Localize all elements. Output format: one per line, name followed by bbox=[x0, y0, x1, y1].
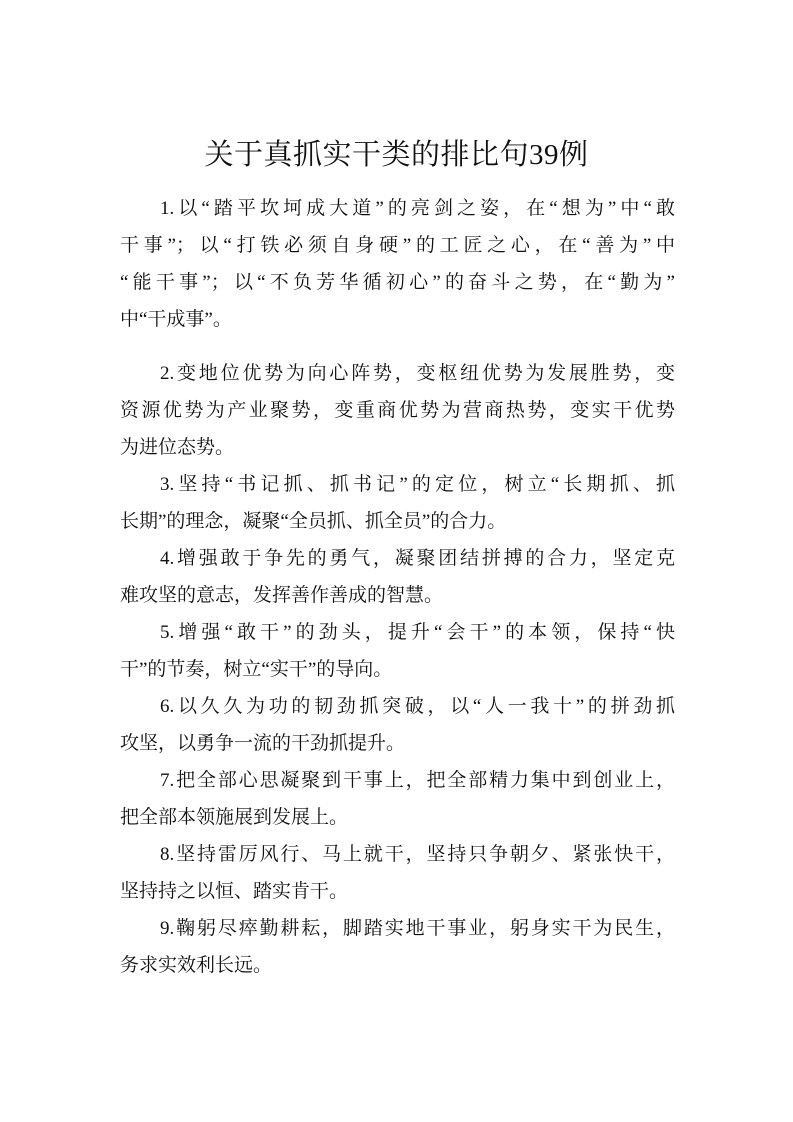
paragraph-line: 务求实效利长远。 bbox=[120, 955, 273, 976]
paragraph-line: 资源优势为产业聚势，变重商优势为营商热势，变实干优势 bbox=[120, 400, 675, 421]
paragraph-line: 长期”的理念，凝聚“全员抓、抓全员”的合力。 bbox=[120, 511, 507, 532]
paragraph-1 bbox=[120, 190, 675, 338]
paragraph-7 bbox=[120, 762, 675, 836]
paragraph-line: “能干事”；以“不负芳华循初心”的奋斗之势，在“勤为” bbox=[120, 272, 675, 293]
paragraph-line: 干事”；以“打铁必须自身硬”的工匠之心，在“善为”中 bbox=[120, 235, 675, 256]
paragraph-line: 3.坚持“书记抓、抓书记”的定位，树立“长期抓、抓 bbox=[160, 474, 675, 495]
paragraph-line: 9.鞠躬尽瘁勤耕耘，脚踏实地干事业，躬身实干为民生， bbox=[160, 918, 675, 939]
paragraph-line: 中“干成事”。 bbox=[120, 309, 232, 330]
paragraph-9 bbox=[120, 910, 675, 984]
paragraph-line: 4.增强敢于争先的勇气，凝聚团结拼搏的合力，坚定克 bbox=[160, 548, 675, 569]
paragraph-line: 攻坚，以勇争一流的干劲抓提升。 bbox=[120, 733, 406, 754]
paragraph-2 bbox=[120, 355, 675, 466]
paragraph-line: 5.增强“敢干”的劲头，提升“会干”的本领，保持“快 bbox=[160, 622, 675, 643]
paragraph-4 bbox=[120, 540, 675, 614]
paragraph-line: 难攻坚的意志，发挥善作善成的智慧。 bbox=[120, 585, 444, 606]
paragraph-line: 为进位态势。 bbox=[120, 437, 235, 458]
paragraph-line: 8.坚持雷厉风行、马上就干，坚持只争朝夕、紧张快干， bbox=[160, 844, 675, 865]
paragraph-5 bbox=[120, 614, 675, 688]
paragraph-8 bbox=[120, 836, 675, 910]
paragraph-line: 2.变地位优势为向心阵势，变枢纽优势为发展胜势，变 bbox=[160, 363, 675, 384]
paragraph-line: 6.以久久为功的韧劲抓突破，以“人一我十”的拼劲抓 bbox=[160, 696, 675, 717]
paragraph-line: 1.以“踏平坎坷成大道”的亮剑之姿，在“想为”中“敢 bbox=[160, 198, 675, 219]
paragraph-line: 干”的节奏，树立“实干”的导向。 bbox=[120, 659, 393, 680]
paragraph-3 bbox=[120, 466, 675, 540]
paragraph-line: 7.把全部心思凝聚到干事上，把全部精力集中到创业上， bbox=[160, 770, 675, 791]
document-title: 关于真抓实干类的排比句39例 bbox=[204, 139, 589, 171]
document-body bbox=[120, 190, 675, 984]
paragraph-line: 把全部本领施展到发展上。 bbox=[120, 807, 349, 828]
paragraph-6 bbox=[120, 688, 675, 762]
paragraph-line: 坚持持之以恒、踏实肯干。 bbox=[120, 881, 349, 902]
